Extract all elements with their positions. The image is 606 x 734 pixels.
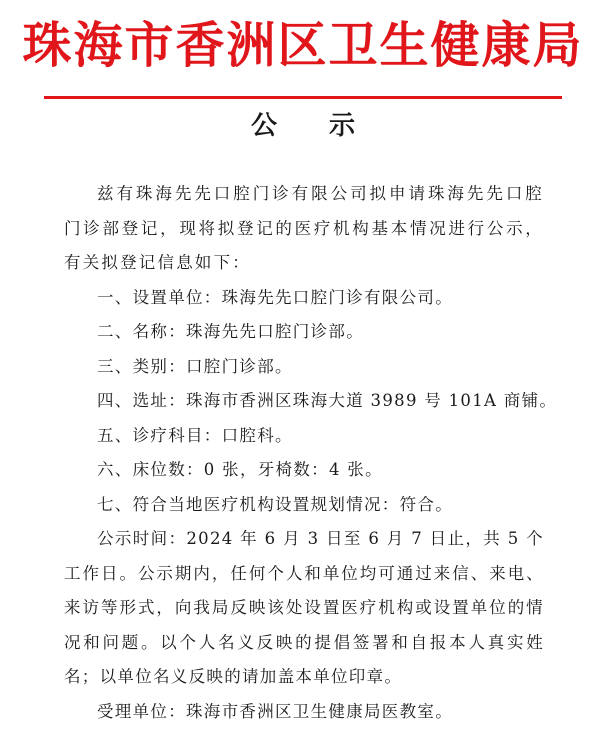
notice-body xyxy=(64,177,558,729)
issuing-authority-header: 珠海市香洲区卫生健康局 xyxy=(22,17,584,74)
item-departments: 五、诊疗科目：口腔科。 xyxy=(97,425,293,445)
item-planning-compliance: 七、符合当地医疗机构设置规划情况：符合。 xyxy=(97,494,453,514)
intro-paragraph: 兹有珠海先先口腔门诊有限公司拟申请珠海先先口腔门诊部登记，现将拟登记的医疗机构基本情况进行公示，有关拟登记信息如下： xyxy=(64,184,544,272)
item-beds-chairs: 六、床位数：0 张，牙椅数：4 张。 xyxy=(97,460,383,479)
notice-title: 公示 xyxy=(250,111,407,141)
receiving-unit: 受理单位：珠海市香洲区卫生健康局医教室。 xyxy=(97,701,453,721)
header-divider-rule xyxy=(44,96,562,99)
publicity-period-paragraph: 公示时间：2024 年 6 月 3 日至 6 月 7 日止，共 5 个工作日。公示期内，任何个人和单位均可通过来信、来电、来访等形式，向我局反映该处设置医疗机构或设置单位的情况和问题。以个人名义反映的提倡签署和自报本人真实姓名；以单位名义反映的请加盖本单位印章。 xyxy=(64,529,544,686)
item-name: 二、名称：珠海先先口腔门诊部。 xyxy=(97,322,364,341)
item-setting-unit: 一、设置单位：珠海先先口腔门诊有限公司。 xyxy=(97,287,453,307)
item-address: 四、选址：珠海市香洲区珠海大道 3989 号 101A 商铺。 xyxy=(97,391,558,410)
item-category: 三、类别：口腔门诊部。 xyxy=(97,356,293,376)
